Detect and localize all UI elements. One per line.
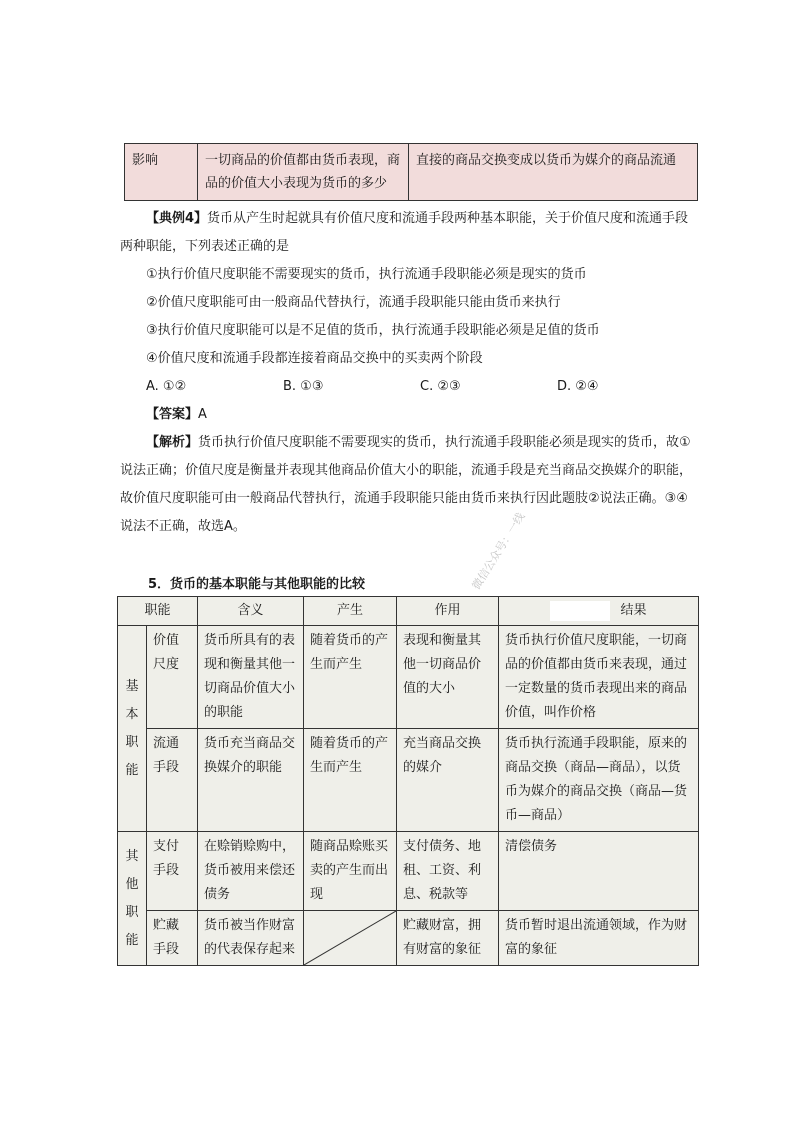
row-meaning: 在赊销赊购中，货币被用来偿还债务: [198, 832, 304, 911]
row-origin: 随着货币的产生而产生: [304, 729, 397, 832]
header-role: 作用: [397, 597, 499, 626]
masked-region: [550, 601, 610, 621]
group-other: 其他职能: [118, 832, 147, 966]
analysis-text: 货币执行价值尺度职能不需要现实的货币，执行流通手段职能必须是现实的货币，故①说法正确；价值尺度是衡量并表现其他商品价值大小的职能，流通手段是充当商品交换媒介的职能，故价值尺度职能可由一般商品代替执行，流通手段职能只能由货币来执行因此题肢②说法正确。③④说法不正确，故选A。: [120, 435, 693, 534]
analysis-tag: 【解析】: [146, 435, 199, 450]
header-result: 结果: [620, 603, 647, 618]
watermark-text: 微信公众号：一线: [469, 510, 528, 592]
example-question-text: 货币从产生时起就具有价值尺度和流通手段两种基本职能，关于价值尺度和流通手段两种职能，下列表述正确的是: [120, 211, 689, 254]
impact-col-2: 直接的商品交换变成以货币为媒介的商品流通: [409, 144, 698, 201]
choice-a: A. ①②: [146, 379, 187, 394]
row-role: 支付债务、地租、工资、利息、税款等: [397, 832, 499, 911]
row-name: 价值尺度: [147, 626, 198, 729]
header-result-cell: [499, 597, 699, 626]
answer-choices: [120, 373, 700, 401]
row-origin: 随商品赊账买卖的产生而出现: [304, 832, 397, 911]
option-1: ①执行价值尺度职能不需要现实的货币，执行流通手段职能必须是现实的货币: [146, 267, 587, 282]
row-meaning: 货币所具有的表现和衡量其他一切商品价值大小的职能: [198, 626, 304, 729]
header-function: 职能: [118, 597, 198, 626]
option-4: ④价值尺度和流通手段都连接着商品交换中的买卖两个阶段: [146, 351, 483, 366]
row-role: 充当商品交换的媒介: [397, 729, 499, 832]
answer-value: A: [198, 407, 207, 422]
example-tag: 【典例4】: [146, 211, 208, 226]
table-header-row: [118, 597, 699, 626]
impact-table: [124, 143, 698, 201]
row-result: 货币执行价值尺度职能，一切商品的价值都由货币来表现，通过一定数量的货币表现出来的商品价值，叫作价格: [499, 626, 699, 729]
group-basic: 基本职能: [118, 626, 147, 832]
header-origin: 产生: [304, 597, 397, 626]
row-name: 支付手段: [147, 832, 198, 911]
choice-b: B. ①③: [283, 379, 324, 394]
money-functions-table: [117, 596, 699, 966]
table-row: [118, 729, 699, 832]
option-3: ③执行价值尺度职能可以是不足值的货币，执行流通手段职能必须是足值的货币: [146, 323, 600, 338]
row-result: 货币暂时退出流通领域，作为财富的象征: [499, 911, 699, 966]
row-name: 贮藏手段: [147, 911, 198, 966]
option-2: ②价值尺度职能可由一般商品代替执行，流通手段职能只能由货币来执行: [146, 295, 561, 310]
row-result: 清偿债务: [499, 832, 699, 911]
answer-tag: 【答案】: [146, 407, 199, 422]
row-name: 流通手段: [147, 729, 198, 832]
table-row: [118, 832, 699, 911]
row-origin: 随着货币的产生而产生: [304, 626, 397, 729]
row-role: 贮藏财富，拥有财富的象征: [397, 911, 499, 966]
header-meaning: 含义: [198, 597, 304, 626]
analysis-paragraph: [120, 429, 700, 541]
row-meaning: 货币充当商品交换媒介的职能: [198, 729, 304, 832]
answer-line: [120, 401, 700, 429]
row-result: 货币执行流通手段职能，原来的商品交换（商品—商品），以货币为媒介的商品交换（商品—货币—商品）: [499, 729, 699, 832]
choice-c: C. ②③: [420, 379, 461, 394]
example-block: [120, 205, 700, 541]
choice-d: D. ②④: [557, 379, 599, 394]
row-role: 表现和衡量其他一切商品价值的大小: [397, 626, 499, 729]
table-row: [118, 911, 699, 966]
table-row: [118, 626, 699, 729]
impact-col-1: 一切商品的价值都由货币表现，商品的价值大小表现为货币的多少: [198, 144, 409, 201]
row-origin-empty: [304, 911, 397, 966]
row-meaning: 货币被当作财富的代表保存起来: [198, 911, 304, 966]
section-title: 5．货币的基本职能与其他职能的比较: [148, 577, 366, 592]
impact-label: 影响: [125, 144, 198, 201]
example-question: [120, 205, 700, 261]
diagonal-slash: [304, 911, 396, 965]
